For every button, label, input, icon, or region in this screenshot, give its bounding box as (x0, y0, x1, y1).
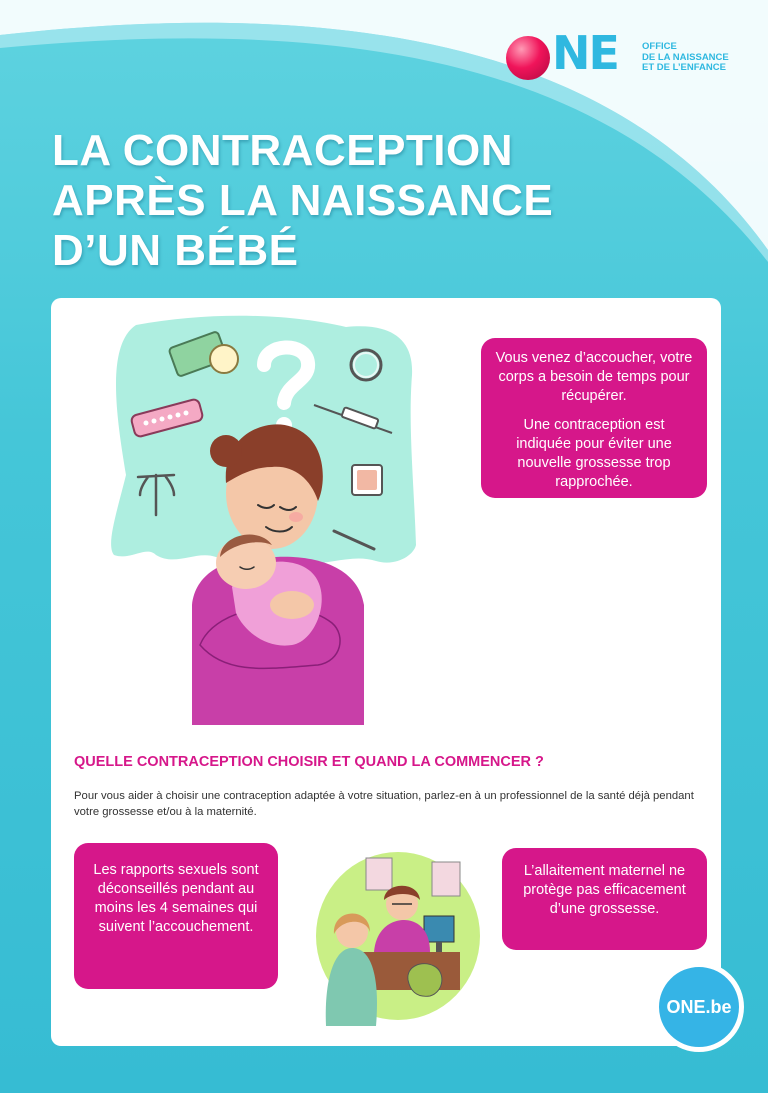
info-bubble-sexual-relations (74, 843, 278, 989)
one-logo[interactable] (506, 26, 736, 84)
logo-subtitle-line: DE LA NAISSANCE (642, 51, 729, 63)
logo-subtitle-line: OFFICE (642, 41, 677, 52)
section-body: Pour vous aider à choisir une contraception adaptée à votre situation, parlez-en à un professionnel de la santé déjà pendant votre grossesse et/ou à la maternité. (74, 790, 694, 818)
title-line: D’UN BÉBÉ (52, 226, 299, 275)
info-bubble-recovery (481, 338, 707, 498)
logo-subtitle (642, 42, 729, 74)
title-line: LA CONTRACEPTION (52, 126, 514, 175)
title-line: APRÈS LA NAISSANCE (52, 176, 554, 225)
consultation-illustration (312, 848, 482, 1028)
info-bubble-breastfeeding (502, 848, 707, 950)
breastfeeding-text: L’allaitement maternel ne protège pas efficacement d’une grossesse. (523, 863, 686, 917)
section-heading: QUELLE CONTRACEPTION CHOISIR ET QUAND LA COMMENCER ? (74, 754, 544, 770)
monitor-stand (436, 942, 442, 952)
wall-poster (432, 862, 460, 896)
page-title (52, 126, 553, 276)
patch-icon (352, 465, 382, 495)
website-badge[interactable]: ONE.be (654, 962, 744, 1052)
wall-poster (366, 858, 392, 890)
logo-subtitle-line: ET DE L’ENFANCE (642, 62, 726, 73)
computer-monitor-icon (424, 916, 454, 942)
bag-icon (408, 964, 442, 997)
recovery-text: Vous venez d’accoucher, votre corps a besoin de temps pour récupérer. (495, 350, 693, 404)
sexual-relations-text: Les rapports sexuels sont déconseillés pendant au moins les 4 semaines qui suivent l’accouchement. (93, 862, 259, 935)
contraception-advice-text: Une contraception est indiquée pour éviter une nouvelle grossesse trop rapprochée. (516, 417, 672, 490)
logo-ball-icon (506, 36, 550, 80)
mother-baby-illustration (96, 305, 426, 725)
logo-wordmark: NE (552, 26, 618, 80)
